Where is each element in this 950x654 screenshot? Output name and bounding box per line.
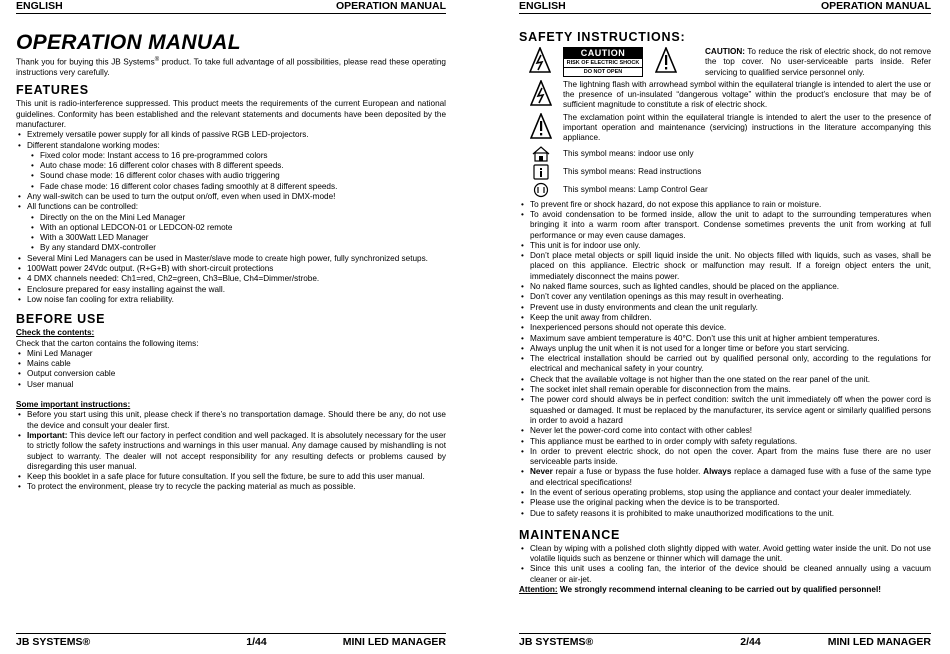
lightning-triangle-icon [529,47,551,76]
always-label: Always [703,467,732,477]
footer-product: MINI LED MANAGER [342,636,446,648]
features-list [16,254,446,305]
list-item: • The electrical installation should be carried out by qualified personal only, according to the regulations for electrical and mechanical safety in your country. [519,354,931,375]
fuse-text: repair a fuse or bypass the fuse holder. [552,467,704,477]
fuse-text-cont: replace a damaged fuse with a fuse of the same type and electrical specifications! [530,467,931,487]
list-item: • Don’t place metal objects or spill liquid inside the unit. No objects filled with liquids, such as vases, shall be placed on this appliance. Electric shock or malfunction may result. If a foreign object enters the unit, immediately disconnect the mains power. [519,251,931,282]
right-content [519,30,931,595]
list-item: • Several Mini Led Managers can be used in Master/slave mode to create high power, fully synchronized setups. [16,254,446,264]
intro-paragraph [16,55,446,78]
page-footer [519,633,931,648]
list-item: • Keep the unit away from children. [519,313,931,323]
read-text: This symbol means: Read instructions [563,166,702,176]
list-item: • Since this unit uses a cooling fan, the interior of the device should be cleaned annually using a vacuum cleaner or air-jet. [519,564,931,585]
list-item: • Don’t cover any ventilation openings as this may result in overheating. [519,292,931,302]
features-heading: FEATURES [16,83,89,98]
list-item: • Output conversion cable [16,369,446,379]
caution-paragraph [705,47,931,78]
maintenance-heading: MAINTENANCE [519,527,621,542]
modes-sublist [16,151,446,192]
caution-text: To reduce the risk of electric shock, do not remove the top cover. No user-serviceable parts inside. Refer servicing to qualified service personnel only. [705,47,931,77]
registered-mark: ® [154,57,160,63]
list-item: • User manual [16,380,446,390]
caution-symbols [519,47,705,77]
list-item: • In the event of serious operating problems, stop using the appliance and contact your dealer immediately. [519,488,931,498]
page-right [519,0,931,654]
list-item: • This appliance must be earthed to in order comply with safety regulations. [519,437,931,447]
important-label: Important: [27,430,68,440]
contents-list [16,349,446,390]
indoor-text: This symbol means: indoor use only [563,148,694,158]
list-item: • Prevent use in dusty environments and clean the unit regularly. [519,303,931,313]
safety-heading: SAFETY INSTRUCTIONS: [519,30,686,44]
control-sublist [16,213,446,254]
list-item: • Always unplug the unit when it is not used for a longer time or before you start servicing. [519,344,931,354]
caution-box-line1: RISK OF ELECTRIC SHOCK [564,59,642,68]
footer-page-number: 2/44 [740,636,761,648]
indoor-row [519,146,931,162]
read-row [519,164,931,180]
list-item: • Fixed color mode: Instant access to 16 pre-programmed colors [16,151,446,161]
features-paragraph: This unit is radio-interference suppressed. This product meets the requirements of the current European and national guidelines. Conformity has been established and the relevant statements and documents have been deposited by the manufacturer. [16,99,446,129]
list-item: • To protect the environment, please try to recycle the packing material as much as possible. [16,482,446,492]
list-item: • To prevent fire or shock hazard, do not expose this appliance to rain or moisture. [519,200,931,210]
footer-page-number: 1/44 [246,636,267,648]
list-item [519,467,931,488]
list-item: • Due to safety reasons it is prohibited to make unauthorized modifications to the unit. [519,509,931,519]
list-item: • By any standard DMX-controller [16,243,446,253]
safety-list [519,200,931,519]
exclamation-triangle-icon [519,113,563,139]
read-instructions-icon [519,164,563,180]
list-item: • 100Watt power 24Vdc output. (R+G+B) with short-circuit protections [16,264,446,274]
list-item: • This unit is for indoor use only. [519,241,931,251]
list-item: • All functions can be controlled: [16,202,446,212]
features-list [16,192,446,213]
header-language: ENGLISH [519,0,566,12]
lamp-control-gear-icon [519,182,563,198]
list-item: • The power cord should always be in perfect condition: switch the unit immediately off when the power cord is squashed or damaged. It must be replaced by the manufacturer, its service agent or similarly qualified persons in order to avoid a hazard [519,395,931,426]
list-item: • Low noise fan cooling for extra reliability. [16,295,446,305]
check-contents-paragraph: Check that the carton contains the following items: [16,338,199,348]
list-item: • Never let the power-cord come into contact with other cables! [519,426,931,436]
lamp-text: This symbol means: Lamp Control Gear [563,184,708,194]
list-item: • Please use the original packing when the device is to be transported. [519,498,931,508]
manual-title: OPERATION MANUAL [16,31,241,54]
list-item: • Fade chase mode: 16 different color chases fading smoothly at 8 different speeds. [16,182,446,192]
lightning-triangle-icon [519,80,563,106]
header-title: OPERATION MANUAL [335,0,446,12]
lightning-paragraph: The lightning flash with arrowhead symbol within the equilateral triangle is intended to alert the use or the presence of un-insulated “dangerous voltage” within the product’s enclosure that may be of sufficient magnitude to constitute a risk of electric shock. [563,79,931,110]
list-item: • Mini Led Manager [16,349,446,359]
caution-label: CAUTION: [705,47,746,56]
list-item: • With an optional LEDCON-01 or LEDCON-02 remote [16,223,446,233]
list-item: • Check that the available voltage is not higher than the one stated on the rear panel of the unit. [519,375,931,385]
caution-row [519,47,931,78]
exclamation-row [519,113,931,144]
caution-label-box [563,47,643,77]
footer-brand: JB SYSTEMS® [519,636,594,648]
list-item: • Mains cable [16,359,446,369]
before-use-heading: BEFORE USE [16,312,106,327]
important-text: This device left our factory in perfect condition and well packaged. It is absolutely necessary for the user to strictly follow the safety instructions and warnings in this user manual. Any damage caused by mishandling is not subject to warranty. The dealer will not accept responsibility for any resulting defects or problems caused by disregarding this user manual. [27,430,446,471]
list-item: • Enclosure prepared for easy installing against the wall. [16,285,446,295]
attention-label: Attention: [519,585,558,595]
list-item: • Sound chase mode: 16 different color chases with audio triggering [16,171,446,181]
list-item: • With a 300Watt LED Manager [16,233,446,243]
caution-box-line2: DO NOT OPEN [583,69,623,75]
indoor-house-icon [519,146,563,162]
list-item: • The socket inlet shall remain operable for disconnection from the mains. [519,385,931,395]
footer-brand: JB SYSTEMS® [16,636,91,648]
attention-note [519,585,931,595]
list-item: • Inexperienced persons should not operate this device. [519,323,931,333]
list-item: • To avoid condensation to be formed inside, allow the unit to adapt to the surrounding temperatures when bringing it into a warm room after transport. Condense sometimes prevents the unit from working at full performance or may even cause damages. [519,210,931,241]
important-instructions-title: Some important instructions: [16,400,131,410]
list-item: • No naked flame sources, such as lighted candles, should be placed on the appliance. [519,282,931,292]
caution-box-title: CAUTION [564,48,642,59]
list-item: • Auto chase mode: 16 different color chases with 8 different speeds. [16,161,446,171]
attention-text: We strongly recommend internal cleaning to be carried out by qualified personnel! [557,585,881,595]
list-item: • 4 DMX channels needed: Ch1=red, Ch2=green, Ch3=Blue, Ch4=Dimmer/strobe. [16,274,446,284]
list-item [16,431,446,472]
exclamation-triangle-icon [655,47,677,76]
instructions-list [16,410,446,492]
list-item: • Extremely versatile power supply for all kinds of passive RGB LED-projectors. [16,130,446,140]
list-item: • Before you start using this unit, please check if there’s no transportation damage. Should there be any, do not use the device and consult your dealer first. [16,410,446,431]
maintenance-list [519,544,931,585]
list-item: • Any wall-switch can be used to turn the output on/off, even when used in DMX-mode! [16,192,446,202]
list-item: • Clean by wiping with a polished cloth slightly dipped with water. Avoid getting water inside the unit. Do not use volatile liquids such as benzene or thinner which will damage the unit. [519,544,931,565]
list-item: • Keep this booklet in a safe place for future consultation. If you sell the fixture, be sure to add this user manual. [16,472,446,482]
page-left [16,0,446,654]
intro-text-cont: product. To take full advantage of all possibilities, please read these operating instructions very carefully. [16,57,446,78]
list-item: • In order to prevent electric shock, do not open the cover. Apart from the mains fuse there are no user serviceable parts inside. [519,447,931,468]
left-content [16,31,446,493]
list-item: • Directly on the on the Mini Led Manager [16,213,446,223]
page-header [519,0,931,14]
page-footer [16,633,446,648]
features-list [16,130,446,151]
header-title: OPERATION MANUAL [820,0,931,12]
page-header [16,0,446,14]
header-language: ENGLISH [16,0,63,12]
intro-text: Thank you for buying this JB Systems [16,57,155,67]
check-contents-title: Check the contents: [16,328,95,338]
never-label: Never [530,467,553,477]
list-item: • Maximum save ambient temperature is 40°C. Don’t use this unit at higher ambient temperatures. [519,334,931,344]
footer-product: MINI LED MANAGER [827,636,931,648]
list-item: • Different standalone working modes: [16,141,446,151]
lightning-row [519,80,931,111]
exclamation-paragraph: The exclamation point within the equilateral triangle is intended to alert the user to the presence of important operation and maintenance (servicing) instructions in the literature accompanying this appliance. [563,112,931,143]
lamp-row [519,182,931,198]
